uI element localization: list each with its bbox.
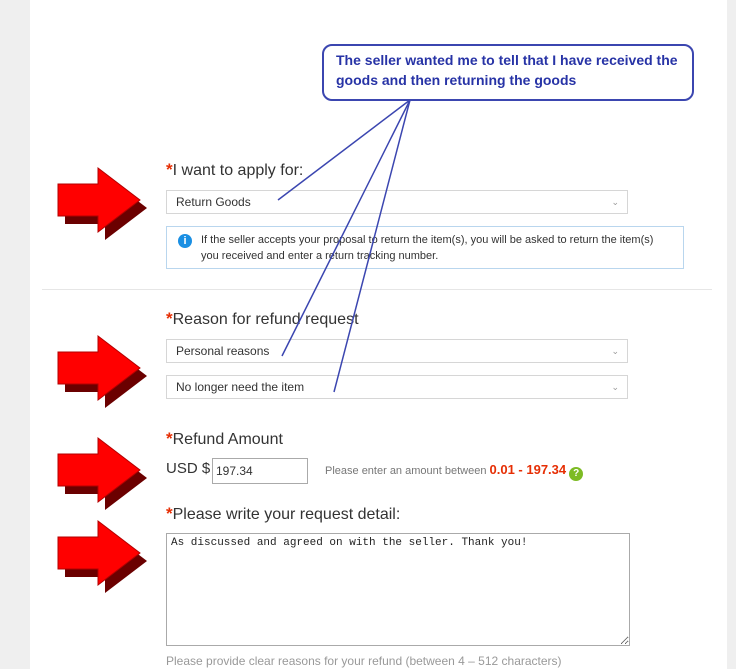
refund-amount-heading	[166, 429, 283, 450]
amount-hint	[325, 462, 583, 481]
refund-amount-label: Refund Amount	[172, 431, 283, 448]
chevron-down-icon: ⌄	[611, 346, 619, 356]
section-divider	[42, 289, 712, 290]
chevron-down-icon: ⌄	[611, 382, 619, 392]
amount-range: 0.01 - 197.34	[489, 462, 567, 477]
amount-hint-text: Please enter an amount between	[325, 465, 487, 477]
currency-label: USD $	[166, 460, 211, 477]
annotation-callout-text: The seller wanted me to tell that I have received the goods and then returning the goods	[336, 52, 678, 88]
return-info-notice	[166, 226, 684, 269]
info-icon: i	[178, 234, 192, 248]
request-detail-heading	[166, 504, 400, 525]
reason-primary-select[interactable]	[166, 339, 628, 363]
request-detail-textarea[interactable]	[166, 533, 630, 646]
reason-secondary-selected: No longer need the item	[176, 380, 305, 394]
request-detail-hint: Please provide clear reasons for your refund (between 4 – 512 characters)	[166, 654, 562, 668]
request-detail-label: Please write your request detail:	[172, 506, 401, 523]
apply-for-label: I want to apply for:	[172, 162, 304, 179]
required-marker: *	[166, 160, 173, 179]
required-marker: *	[166, 504, 173, 523]
required-marker: *	[166, 309, 173, 328]
required-marker: *	[166, 429, 173, 448]
reason-primary-selected: Personal reasons	[176, 344, 270, 358]
annotation-callout	[322, 44, 694, 101]
apply-for-selected: Return Goods	[176, 195, 251, 209]
reason-secondary-select[interactable]	[166, 375, 628, 399]
apply-for-select[interactable]	[166, 190, 628, 214]
apply-for-heading	[166, 160, 303, 181]
return-info-text: If the seller accepts your proposal to return the item(s), you will be asked to return the item(s) you received and enter a return tracking number.	[201, 234, 654, 262]
refund-amount-input[interactable]	[212, 458, 308, 484]
reason-label: Reason for refund request	[172, 311, 359, 328]
chevron-down-icon: ⌄	[611, 197, 619, 207]
help-icon[interactable]: ?	[569, 467, 583, 481]
reason-heading	[166, 309, 359, 330]
